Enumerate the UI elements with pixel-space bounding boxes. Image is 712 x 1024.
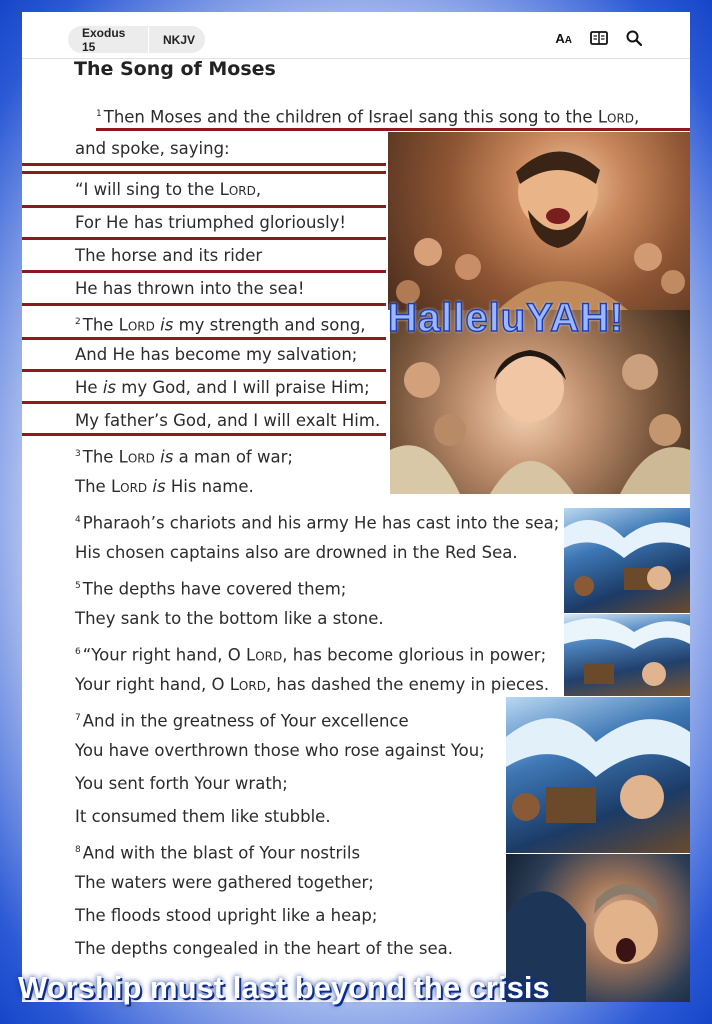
highlight-rule xyxy=(22,171,386,174)
verse-line xyxy=(75,213,346,233)
verse-text: And in the greatness of Your excellence xyxy=(82,711,409,731)
verse-text: My father’s God, and I will exalt Him. xyxy=(75,411,381,430)
verse-text: They sank to the bottom like a stone. xyxy=(75,609,384,628)
verse-text: , xyxy=(634,107,640,127)
verse-line xyxy=(75,444,293,468)
highlight-rule xyxy=(22,369,386,372)
verse-text: and spoke, saying: xyxy=(75,139,230,158)
verse-text: The xyxy=(75,477,111,496)
chariot-sea-image-2 xyxy=(564,614,690,696)
verse-text: is xyxy=(160,447,174,467)
verse-line xyxy=(75,378,370,398)
chapter-version-selector[interactable] xyxy=(68,26,205,53)
verse-text: my God, and I will praise Him; xyxy=(116,378,370,397)
highlight-rule xyxy=(22,303,386,306)
verse-text: “I will sing to the xyxy=(75,180,220,199)
chariot-sea-image-3 xyxy=(506,697,690,853)
verse-text: He has thrown into the sea! xyxy=(75,279,305,298)
verse-number: 1 xyxy=(96,109,102,119)
verse-line xyxy=(75,510,559,534)
verse-text: Your right hand, O xyxy=(75,675,230,694)
highlight-rule xyxy=(22,237,386,240)
verse-text: The waters were gathered together; xyxy=(75,873,374,892)
verse-text: The floods stood upright like a heap; xyxy=(75,906,378,925)
verse-line xyxy=(75,139,230,159)
verse-number: 6 xyxy=(75,647,81,657)
verse-text: And He has become my salvation; xyxy=(75,345,358,364)
verse-line xyxy=(75,807,331,827)
verse-number: 3 xyxy=(75,449,81,459)
verse-text: You have overthrown those who rose against You; xyxy=(75,741,485,760)
verse-text: Then Moses and the children of Israel sang this song to the xyxy=(103,107,598,127)
verse-line xyxy=(75,774,288,794)
singing-crowd-image xyxy=(388,132,690,310)
verse-text: The xyxy=(82,315,119,335)
verse-text: You sent forth Your wrath; xyxy=(75,774,288,793)
version-button[interactable]: NKJV xyxy=(162,32,195,47)
highlight-rule xyxy=(22,163,386,166)
verse-text: is xyxy=(102,378,116,397)
halleluyah-overlay-text: HalleluYAH! xyxy=(388,296,625,340)
verse-number: 5 xyxy=(75,581,81,591)
verse-text: Lord xyxy=(219,180,256,199)
verse-text: my strength and song, xyxy=(173,315,366,335)
verse-text: Pharaoh’s chariots and his army He has cast into the sea; xyxy=(82,513,560,533)
verse-text: Lord xyxy=(118,447,155,467)
reader-toolbar xyxy=(22,12,690,59)
verse-line xyxy=(75,675,549,695)
verse-text: Lord xyxy=(118,315,155,335)
verse-line xyxy=(75,576,346,600)
verse-number: 4 xyxy=(75,515,81,525)
font-size-icon[interactable] xyxy=(555,31,572,46)
verse-text: “Your right hand, O xyxy=(82,645,246,665)
highlight-rule xyxy=(22,270,386,273)
verse-line xyxy=(75,939,453,959)
font-size-large-letter: A xyxy=(555,30,565,46)
verse-text: For He has triumphed gloriously! xyxy=(75,213,347,232)
verse-line xyxy=(75,873,374,893)
chapter-button[interactable]: Exodus 15 xyxy=(82,25,126,54)
verse-text: The xyxy=(82,447,119,467)
verse-line xyxy=(75,543,518,563)
verse-text: His name. xyxy=(165,477,254,496)
verse-line xyxy=(75,708,409,732)
reader-mode-icon[interactable] xyxy=(590,31,608,45)
verse-number: 7 xyxy=(75,713,81,723)
verse-line xyxy=(75,411,380,431)
verse-number: 8 xyxy=(75,845,81,855)
verse-line xyxy=(75,906,377,926)
font-size-small-letter: A xyxy=(564,34,572,46)
verse-line xyxy=(75,477,254,497)
highlight-rule xyxy=(96,128,690,131)
verse-text: a man of war; xyxy=(173,447,293,467)
verse-text: , xyxy=(255,180,262,199)
caption-banner: Worship must last beyond the crisis xyxy=(18,970,550,1005)
verse-line xyxy=(75,180,261,200)
toolbar-tools xyxy=(555,30,642,46)
verse-line xyxy=(96,104,639,128)
verse-text: The horse and its rider xyxy=(75,246,263,265)
verse-text: Lord xyxy=(246,645,283,665)
verse-text: Lord xyxy=(229,675,266,694)
verse-line xyxy=(75,609,384,629)
search-icon[interactable] xyxy=(626,30,642,46)
verse-text: It consumed them like stubble. xyxy=(75,807,331,826)
highlight-rule xyxy=(22,401,386,404)
highlight-rule xyxy=(22,433,386,436)
verse-text: He xyxy=(75,378,103,397)
verse-line xyxy=(75,279,305,299)
verse-text: , has dashed the enemy in pieces. xyxy=(265,675,550,694)
verse-text: is xyxy=(160,315,174,335)
verse-text: Lord xyxy=(110,477,148,496)
chariot-sea-image-1 xyxy=(564,508,690,613)
section-title: The Song of Moses xyxy=(74,58,276,80)
verse-line xyxy=(75,741,485,761)
verse-line xyxy=(75,246,262,266)
highlight-rule xyxy=(22,337,386,340)
verse-line xyxy=(75,642,546,666)
verse-text: Lord xyxy=(597,107,635,127)
verse-line xyxy=(75,345,357,365)
verse-text: His chosen captains also are drowned in the Red Sea. xyxy=(75,543,518,562)
highlight-rule xyxy=(22,205,386,208)
verse-text: , has become glorious in power; xyxy=(282,645,547,665)
verse-text: is xyxy=(152,477,166,496)
verse-text: The depths have covered them; xyxy=(82,579,347,599)
verse-line xyxy=(75,840,360,864)
verse-number: 2 xyxy=(75,317,81,327)
verse-line xyxy=(75,312,366,336)
verse-text: And with the blast of Your nostrils xyxy=(82,843,361,863)
verse-text: The depths congealed in the heart of the sea. xyxy=(75,939,454,958)
